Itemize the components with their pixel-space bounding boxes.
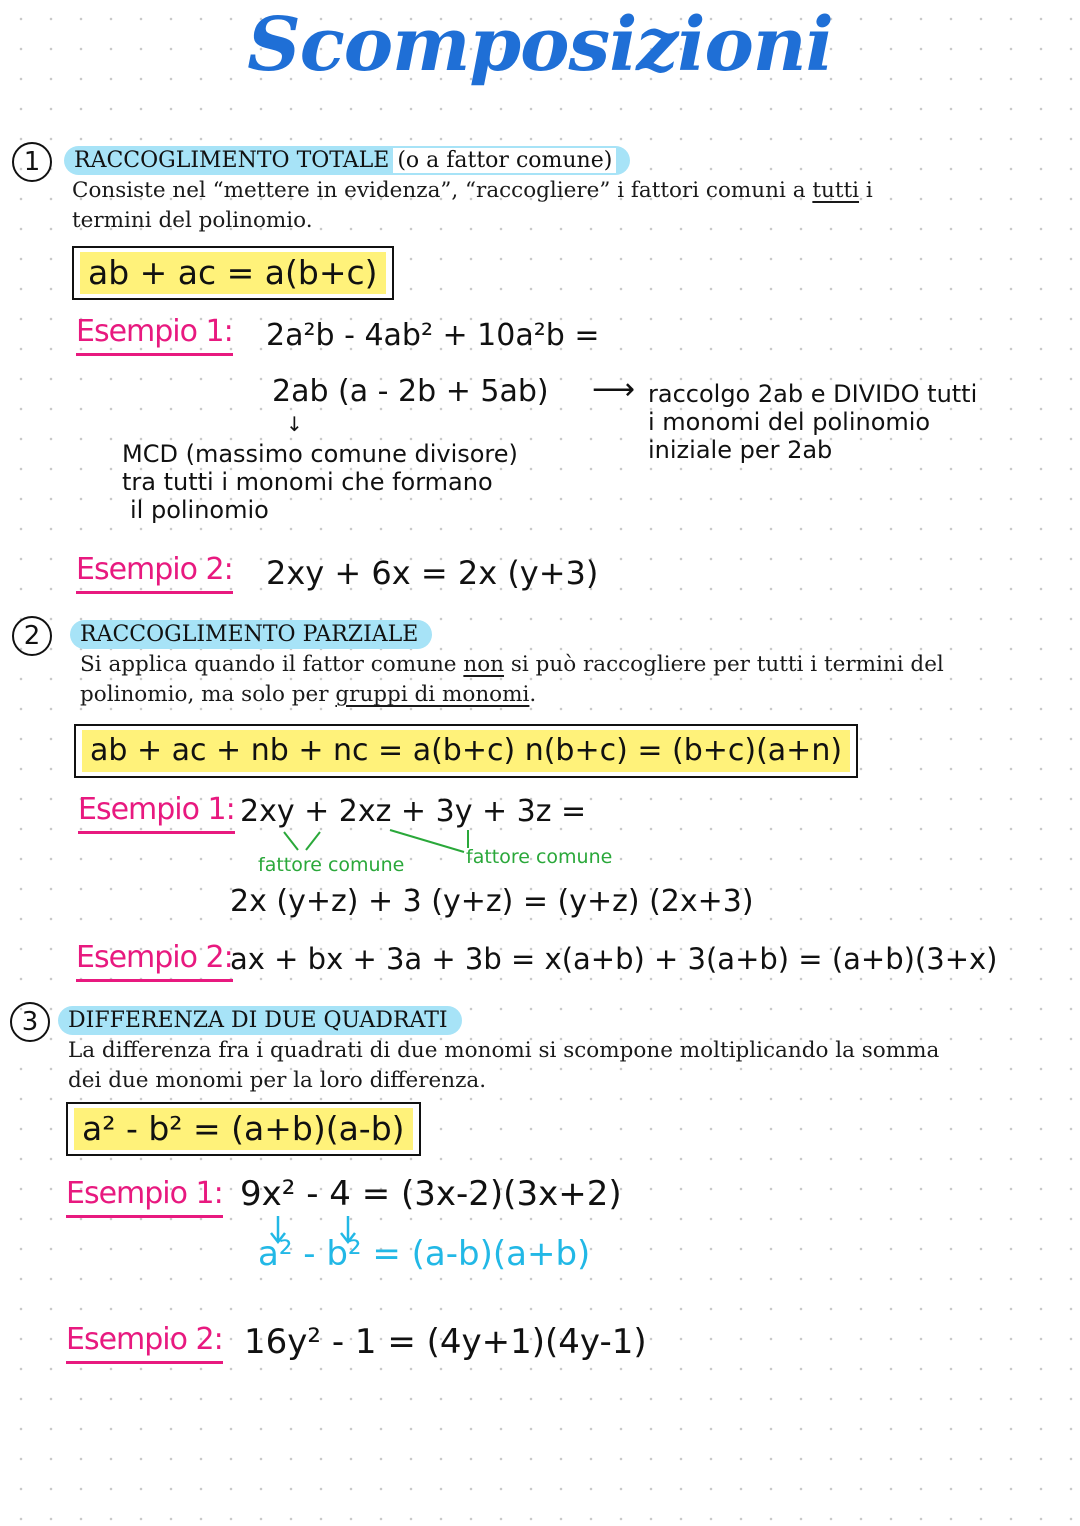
section-3-number: 3	[10, 1002, 50, 1042]
section-2-number: 2	[12, 616, 52, 656]
s2-fattore-comune-label-1: fattore comune	[258, 854, 405, 876]
s1-note-line-2: i monomi del polinomio	[648, 408, 931, 436]
s1-note-line-1: raccolgo 2ab e DIVIDO tutti	[648, 380, 978, 408]
s2-desc-a: Si applica quando il fattor comune	[80, 652, 464, 677]
s3-example-1-label: Esempio 1:	[66, 1176, 223, 1218]
down-arrow-icon: ↓	[286, 412, 303, 436]
section-1-formula-box	[72, 246, 394, 300]
s2-example-2-label: Esempio 2:	[76, 940, 233, 982]
s1-mcd-line-2: tra tutti i monomi che formano	[122, 468, 493, 496]
s3-example-2-label: Esempio 2:	[66, 1322, 223, 1364]
s2-example-1-result: 2x (y+z) + 3 (y+z) = (y+z) (2x+3)	[230, 884, 754, 919]
s2-example-2-expression: ax + bx + 3a + 3b = x(a+b) + 3(a+b) = (a+b)(3+x)	[230, 942, 998, 976]
s2-desc-d: .	[529, 682, 537, 707]
page-title: Scomposizioni	[247, 2, 833, 88]
s1-example-1-expression: 2a²b - 4ab² + 10a²b =	[266, 318, 600, 353]
section-1-formula: ab + ac = a(b+c)	[80, 252, 386, 294]
right-arrow-icon: ⟶	[592, 372, 636, 407]
s1-mcd-line-3: il polinomio	[130, 496, 269, 524]
s3-example-1-expression: 9x² - 4 = (3x-2)(3x+2)	[240, 1174, 622, 1214]
s2-desc-underlined-2: gruppi di monomi	[335, 682, 530, 707]
section-1-description	[72, 176, 1062, 236]
s1-example-1-note	[648, 380, 977, 464]
connector-line-2	[306, 832, 320, 850]
section-1-heading	[64, 146, 630, 175]
section-3-formula-box	[66, 1102, 421, 1156]
s1-desc-c: termini del polinomio.	[72, 208, 313, 233]
s2-example-1-expression: 2xy + 2xz + 3y + 3z =	[240, 794, 587, 829]
s1-example-2-expression: 2xy + 6x = 2x (y+3)	[266, 554, 599, 592]
s1-mcd-note	[122, 440, 518, 524]
s2-example-1-label: Esempio 1:	[78, 792, 235, 834]
s3-example-2-expression: 16y² - 1 = (4y+1)(4y-1)	[244, 1322, 647, 1362]
s1-example-1-result: 2ab (a - 2b + 5ab)	[272, 374, 549, 409]
s3-desc-b: dei due monomi per la loro differenza.	[68, 1068, 487, 1093]
s1-note-line-3: iniziale per 2ab	[648, 436, 833, 464]
s1-example-2-label: Esempio 2:	[76, 552, 233, 594]
s1-mcd-line-1: MCD (massimo comune divisore)	[122, 440, 518, 468]
s2-desc-b: si può raccogliere per tutti i termini del	[504, 652, 944, 677]
s1-example-1-label: Esempio 1:	[76, 314, 233, 356]
section-3-formula: a² - b² = (a+b)(a-b)	[74, 1108, 413, 1150]
s2-desc-c: polinomio, ma solo per	[80, 682, 336, 707]
section-2-heading: RACCOGLIMENTO PARZIALE	[70, 620, 432, 649]
s3-desc-a: La differenza fra i quadrati di due monomi si scompone moltiplicando la somma	[68, 1038, 940, 1063]
s1-desc-b: i	[859, 178, 873, 203]
section-3-description	[68, 1036, 1068, 1096]
section-1-heading-text: RACCOGLIMENTO TOTALE	[74, 148, 390, 173]
s2-fattore-comune-label-2: fattore comune	[466, 846, 613, 868]
s1-desc-underlined: tutti	[812, 178, 860, 203]
section-2-formula-box	[74, 724, 858, 778]
s1-desc-a: Consiste nel “mettere in evidenza”, “raccogliere” i fattori comuni a	[72, 178, 813, 203]
section-3-heading: DIFFERENZA DI DUE QUADRATI	[58, 1006, 462, 1035]
s3-example-1-mapping: a² - b² = (a-b)(a+b)	[258, 1234, 591, 1274]
section-1-number: 1	[12, 142, 52, 182]
s2-desc-underlined-1: non	[463, 652, 505, 677]
section-1-heading-tail: (o a fattor comune)	[393, 148, 616, 173]
section-2-formula: ab + ac + nb + nc = a(b+c) n(b+c) = (b+c)(a+n)	[82, 730, 850, 772]
section-2-description	[80, 650, 1070, 710]
connector-line-3	[390, 830, 464, 852]
connector-line-1	[284, 832, 298, 850]
